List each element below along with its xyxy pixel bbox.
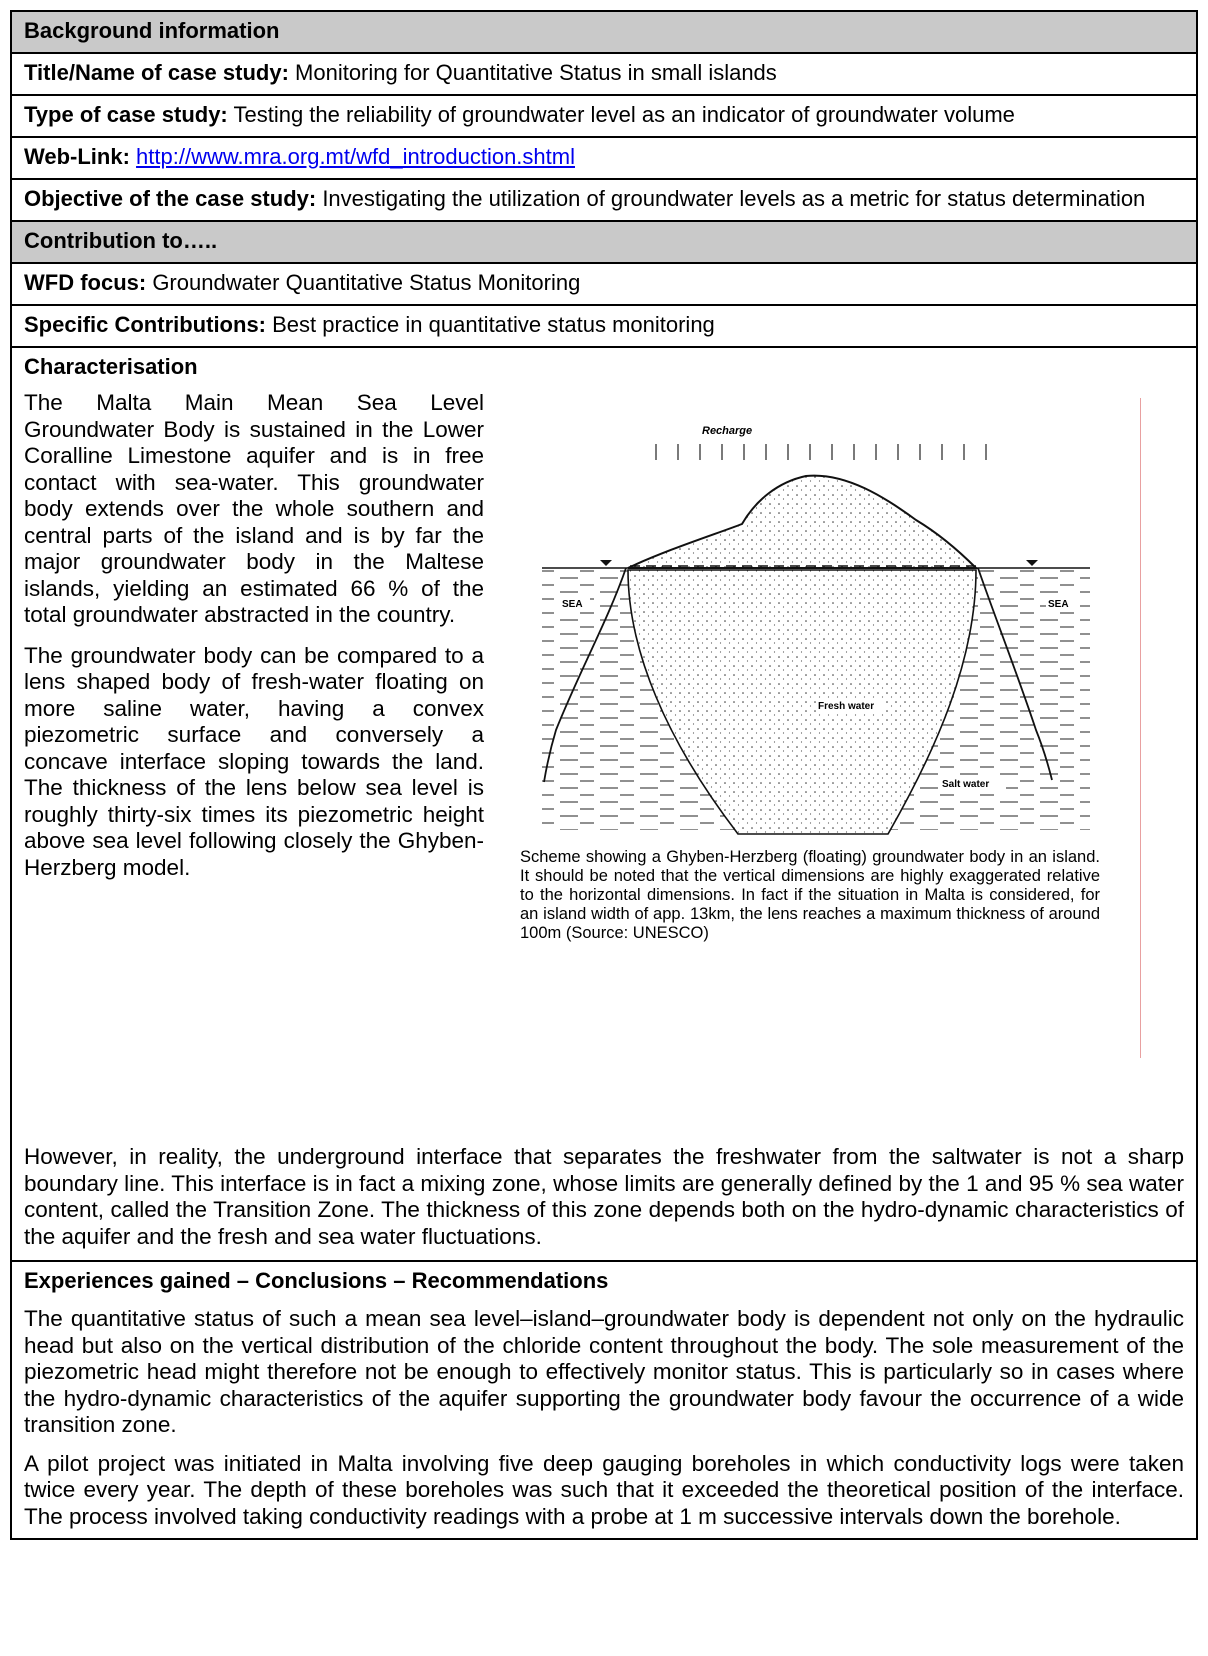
title-value: Monitoring for Quantitative Status in small islands: [288, 60, 777, 85]
island-above-sea: [628, 476, 976, 568]
type-label: Type of case study:: [24, 102, 228, 127]
wfd-focus-row: [12, 264, 1196, 306]
contribution-heading: Contribution to…..: [24, 228, 218, 253]
background-heading: Background information: [24, 18, 280, 43]
characterisation-heading: Characterisation: [24, 354, 198, 379]
specific-contributions-row: [12, 306, 1196, 348]
recharge-arrows: [656, 444, 986, 460]
experiences-row: [12, 1262, 1196, 1540]
specific-contributions-value: Best practice in quantitative status monitoring: [266, 312, 715, 337]
characterisation-paragraph-3: However, in reality, the underground interface that separates the freshwater from the saltwater is not a sharp boundary line. This interface is in fact a mixing zone, whose limits are generally defined by the 1 and 95 % sea water content, called the Transition Zone. The thickness of this zone depends both on the hydro-dynamic characteristics of the aquifer and the fresh and sea water fluctuations.: [24, 1144, 1184, 1249]
web-link-label: Web-Link:: [24, 144, 130, 169]
objective-value: Investigating the utilization of groundwater levels as a metric for status determination: [316, 186, 1146, 211]
salt-water-label: Salt water: [942, 779, 990, 790]
characterisation-paragraph-2: The groundwater body can be compared to a lens shaped body of fresh-water floating on more saline water, having a convex piezometric surface and conversely a concave interface sloping towards the land. The thickness of the lens below sea level is roughly thirty-six times its piezometric height above sea level following closely the Ghyben-Herzberg model.: [24, 642, 484, 880]
recharge-label: Recharge: [702, 425, 753, 437]
figure-caption: Scheme showing a Ghyben-Herzberg (floating) groundwater body in an island. It should be noted that the vertical dimensions are highly exaggerated relative to the horizontal dimensions. In fact if the situation in Malta is considered, for an island width of app. 13km, the lens reaches a maximum thickness of around 100m (Source: UNESCO): [520, 848, 1100, 942]
case-study-table: [10, 10, 1198, 1540]
experiences-paragraph-2: A pilot project was initiated in Malta involving five deep gauging boreholes in which conductivity logs were taken twice every year. The depth of these boreholes was such that it exceeded the theoretical position of the interface. The process involved taking conductivity readings with a probe at 1 m successive intervals down the borehole.: [24, 1450, 1184, 1529]
characterisation-text-column: [24, 390, 484, 895]
margin-line: [1140, 398, 1141, 1058]
experiences-paragraph-1: The quantitative status of such a mean sea level–island–groundwater body is dependent not only on the hydraulic head but also on the vertical distribution of the chloride content throughout the body. The sole measurement of the piezometric head might therefore not be enough to effectively monitor status. This is particularly so in cases where the hydro-dynamic characteristics of the aquifer supporting the groundwater body favour the occurrence of a wide transition zone.: [24, 1306, 1184, 1437]
type-row: [12, 96, 1196, 138]
title-label: Title/Name of case study:: [24, 60, 289, 85]
characterisation-row: [12, 348, 1196, 1262]
web-link[interactable]: http://www.mra.org.mt/wfd_introduction.shtml: [136, 144, 575, 169]
island-lens-diagram: [516, 420, 1116, 840]
sea-label-left: SEA: [562, 599, 583, 610]
title-row: [12, 54, 1196, 96]
ghyben-herzberg-figure: [516, 420, 1116, 943]
characterisation-body: [24, 384, 1184, 1144]
characterisation-paragraph-1: The Malta Main Mean Sea Level Groundwater Body is sustained in the Lower Coralline Limestone aquifer and is in free contact with sea-water. This groundwater body extends over the whole southern and central parts of the island and is by far the major groundwater body in the Maltese islands, yielding an estimated 66 % of the total groundwater abstracted in the country.: [24, 390, 484, 627]
contribution-header: [12, 222, 1196, 264]
objective-row: [12, 180, 1196, 222]
fresh-water-label: Fresh water: [818, 701, 875, 712]
background-header: [12, 12, 1196, 54]
sea-label-right: SEA: [1048, 599, 1069, 610]
web-link-row: [12, 138, 1196, 180]
wfd-focus-label: WFD focus:: [24, 270, 147, 295]
objective-label: Objective of the case study:: [24, 186, 317, 211]
specific-contributions-label: Specific Contributions:: [24, 312, 266, 337]
type-value: Testing the reliability of groundwater level as an indicator of groundwater volume: [227, 102, 1015, 127]
wfd-focus-value: Groundwater Quantitative Status Monitoring: [146, 270, 581, 295]
experiences-heading: Experiences gained – Conclusions – Recommendations: [24, 1268, 609, 1293]
